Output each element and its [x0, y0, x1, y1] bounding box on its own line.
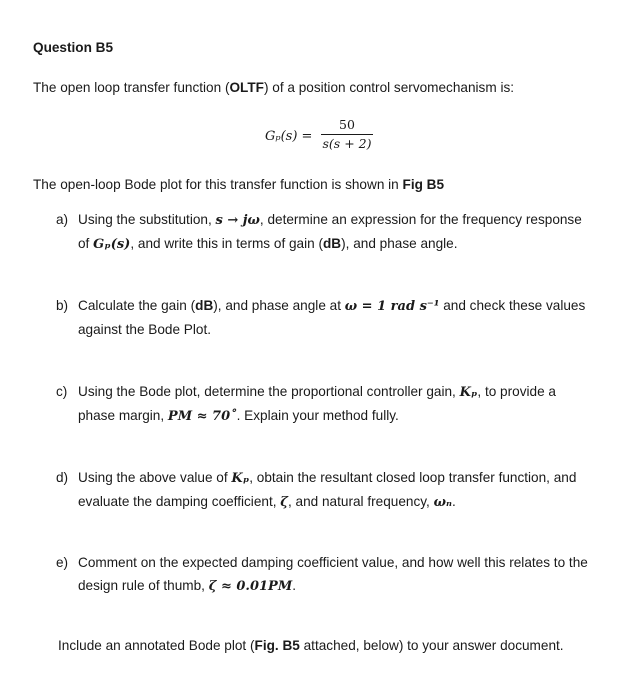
part-b-line-2: against the Bode Plot.	[78, 322, 212, 337]
part-b-line-1	[78, 294, 585, 318]
part-d-l2-math-zeta: ζ	[280, 495, 288, 510]
footer-post: attached, below) to your answer document.	[299, 638, 564, 653]
equation-denominator: s(s + 2)	[322, 136, 372, 151]
question-title: Question B5	[33, 40, 114, 55]
part-a-l1-post: , determine an expression for the frequency response	[259, 212, 582, 227]
part-d-label: d)	[56, 470, 69, 485]
equation-numerator: 50	[339, 117, 355, 132]
part-d-l1-post: , obtain the resultant closed loop transfer function, and	[249, 470, 577, 485]
part-a-l2-pre: of	[78, 236, 94, 251]
intro-pre: The open loop transfer function (	[33, 80, 230, 95]
part-d-l2-math-omega: ωₙ	[433, 495, 452, 510]
part-d-line-2	[78, 490, 576, 514]
equation-lhs: Gₚ(s) =	[265, 129, 313, 144]
part-a-l2-mid: , and write this in terms of gain (	[130, 236, 323, 251]
part-d-l1-math: Kₚ	[231, 471, 250, 486]
equation-fraction	[321, 117, 373, 151]
intro-post: ) of a position control servomechanism is:	[263, 80, 515, 95]
part-b-text	[78, 294, 585, 341]
part-b-l1-pre: Calculate the gain (	[78, 298, 196, 313]
part-a-text	[78, 208, 582, 256]
part-d-line-1	[78, 466, 576, 490]
part-a-l2-bold: dB	[323, 236, 342, 251]
bode-plot-intro	[33, 177, 444, 192]
part-c-line-2	[78, 404, 556, 428]
part-a-l2-post: ), and phase angle.	[341, 236, 458, 251]
part-c-l1-post: , to provide a	[477, 384, 556, 399]
fig-intro-pre: The open-loop Bode plot for this transfer function is shown in	[33, 177, 403, 192]
part-d-text	[78, 466, 576, 514]
part-e-l2-pre: design rule of thumb,	[78, 578, 209, 593]
part-c-line-1	[78, 380, 556, 404]
part-c-l2-math: PM ≈ 70˚	[167, 409, 237, 424]
part-c-l1-pre: Using the Bode plot, determine the proportional controller gain,	[78, 384, 460, 399]
part-b-label: b)	[56, 298, 69, 313]
part-a-l1-pre: Using the substitution,	[78, 212, 216, 227]
intro-text	[33, 80, 514, 95]
part-a-line-2	[78, 232, 582, 256]
footer-bold: Fig. B5	[254, 638, 300, 653]
footer-instruction	[58, 638, 564, 653]
footer-pre: Include an annotated Bode plot (	[58, 638, 255, 653]
part-b-l1-bold: dB	[195, 298, 214, 313]
part-a-l1-math: s → jω	[215, 213, 260, 228]
part-b-l1-math: ω = 1 rad s⁻¹	[344, 299, 440, 314]
part-c-label: c)	[56, 384, 68, 399]
part-b-l1-post: and check these values	[439, 298, 586, 313]
part-e-line-2	[78, 574, 588, 598]
part-e-l2-post: .	[292, 578, 296, 593]
part-a-line-1	[78, 208, 582, 232]
part-d-l1-pre: Using the above value of	[78, 470, 232, 485]
part-d-l2-mid: , and natural frequency,	[287, 494, 434, 509]
part-e-text	[78, 551, 588, 598]
part-e-label: e)	[56, 555, 69, 570]
part-e-line-1: Comment on the expected damping coefficient value, and how well this relates to the	[78, 555, 588, 570]
part-d-l2-post: .	[451, 494, 456, 509]
part-c-l2-post: . Explain your method fully.	[236, 408, 399, 423]
intro-bold: OLTF	[229, 80, 264, 95]
part-c-text	[78, 380, 556, 428]
part-b-l1-mid: ), and phase angle at	[213, 298, 345, 313]
part-a-label: a)	[56, 212, 69, 227]
fig-intro-bold: Fig B5	[402, 177, 445, 192]
part-e-l2-math: ζ ≈ 0.01PM	[208, 579, 293, 594]
part-d-l2-pre: evaluate the damping coefficient,	[78, 494, 281, 509]
part-c-l1-math: Kₚ	[459, 385, 478, 400]
part-a-l2-math: Gₚ(s)	[93, 237, 131, 252]
part-c-l2-pre: phase margin,	[78, 408, 168, 423]
